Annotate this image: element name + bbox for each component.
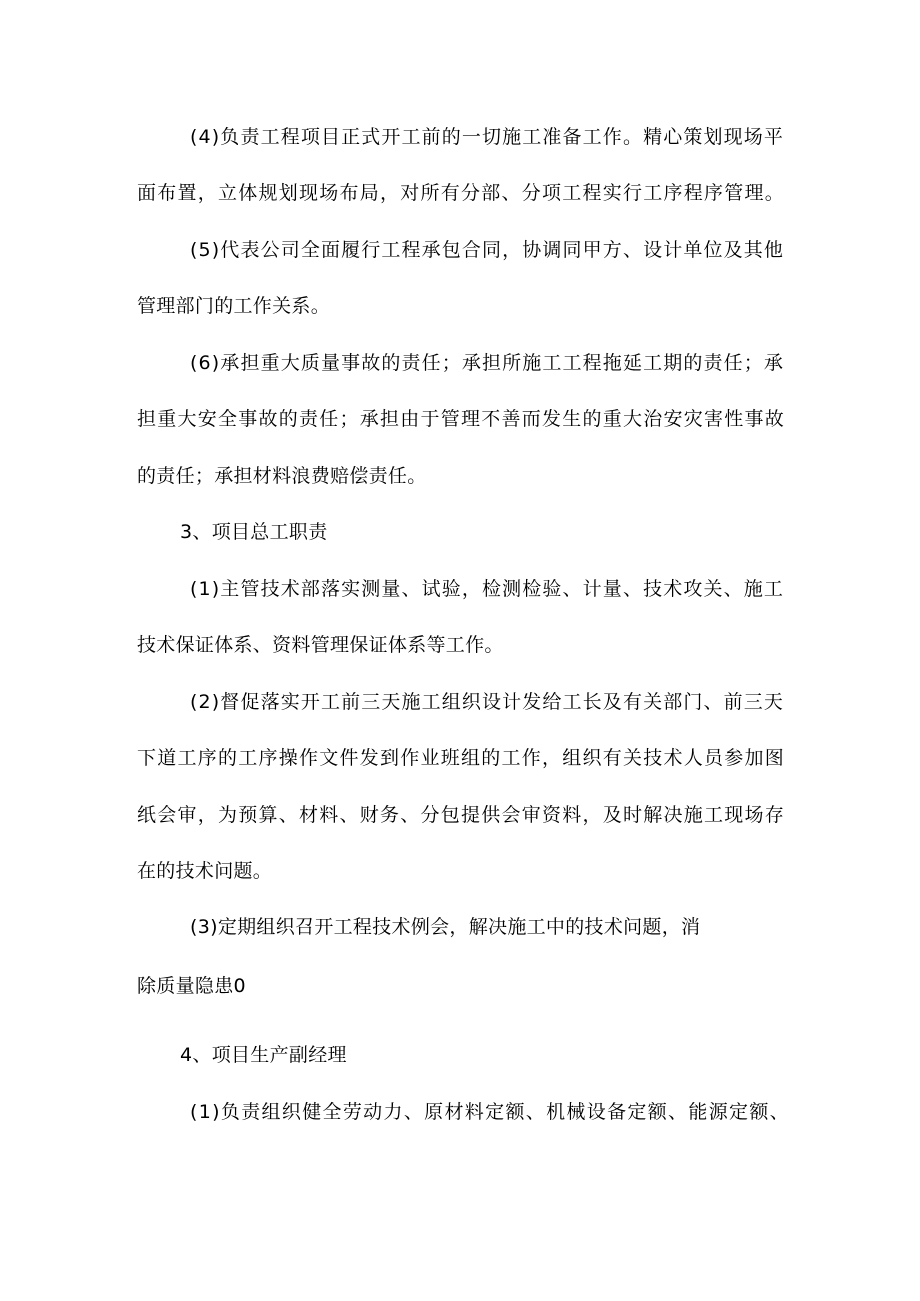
item-3-3-line-1: (3)定期组织召开工程技术例会，解决施工中的技术问题，消 [190,916,701,938]
item-3-2-line-3: 纸会审，为预算、材料、财务、分包提供会审资料，及时解决施工现场存 [137,804,785,826]
item-3-3-line-2: 除质量隐患0 [137,975,246,997]
item-4-1-line-1: (1)负责组织健全劳动力、原材料定额、机械设备定额、能源定额、 [190,1101,790,1123]
paragraph-5-line-1: (5)代表公司全面履行工程承包合同，协调同甲方、设计单位及其他 [190,239,784,261]
item-3-2-line-2: 下道工序的工序操作文件发到作业班组的工作，组织有关技术人员参加图 [137,747,785,769]
paragraph-4-line-1: (4)负责工程项目正式开工前的一切施工准备工作。精心策划现场平 [190,126,784,148]
section-heading-4: 4、项目生产副经理 [180,1044,347,1066]
paragraph-4-line-2: 面布置，立体规划现场布局，对所有分部、分项工程实行工序程序管理。 [137,182,785,204]
section-heading-3: 3、项目总工职责 [180,521,328,543]
paragraph-6-line-3: 的责任；承担材料浪费赔偿责任。 [137,465,427,487]
item-3-2-line-1: (2)督促落实开工前三天施工组织设计发给工长及有关部门、前三天 [190,691,784,713]
paragraph-5-line-2: 管理部门的工作关系。 [137,295,331,317]
item-3-1-line-2: 技术保证体系、资料管理保证体系等工作。 [137,634,504,656]
item-3-2-line-4: 在的技术问题。 [137,860,273,882]
item-3-1-line-1: (1)主管技术部落实测量、试验，检测检验、计量、技术攻关、施工 [190,578,784,600]
paragraph-6-line-2: 担重大安全事故的责任；承担由于管理不善而发生的重大治安灾害性事故 [137,408,785,430]
paragraph-6-line-1: (6)承担重大质量事故的责任；承担所施工工程拖延工期的责任；承 [190,352,784,374]
